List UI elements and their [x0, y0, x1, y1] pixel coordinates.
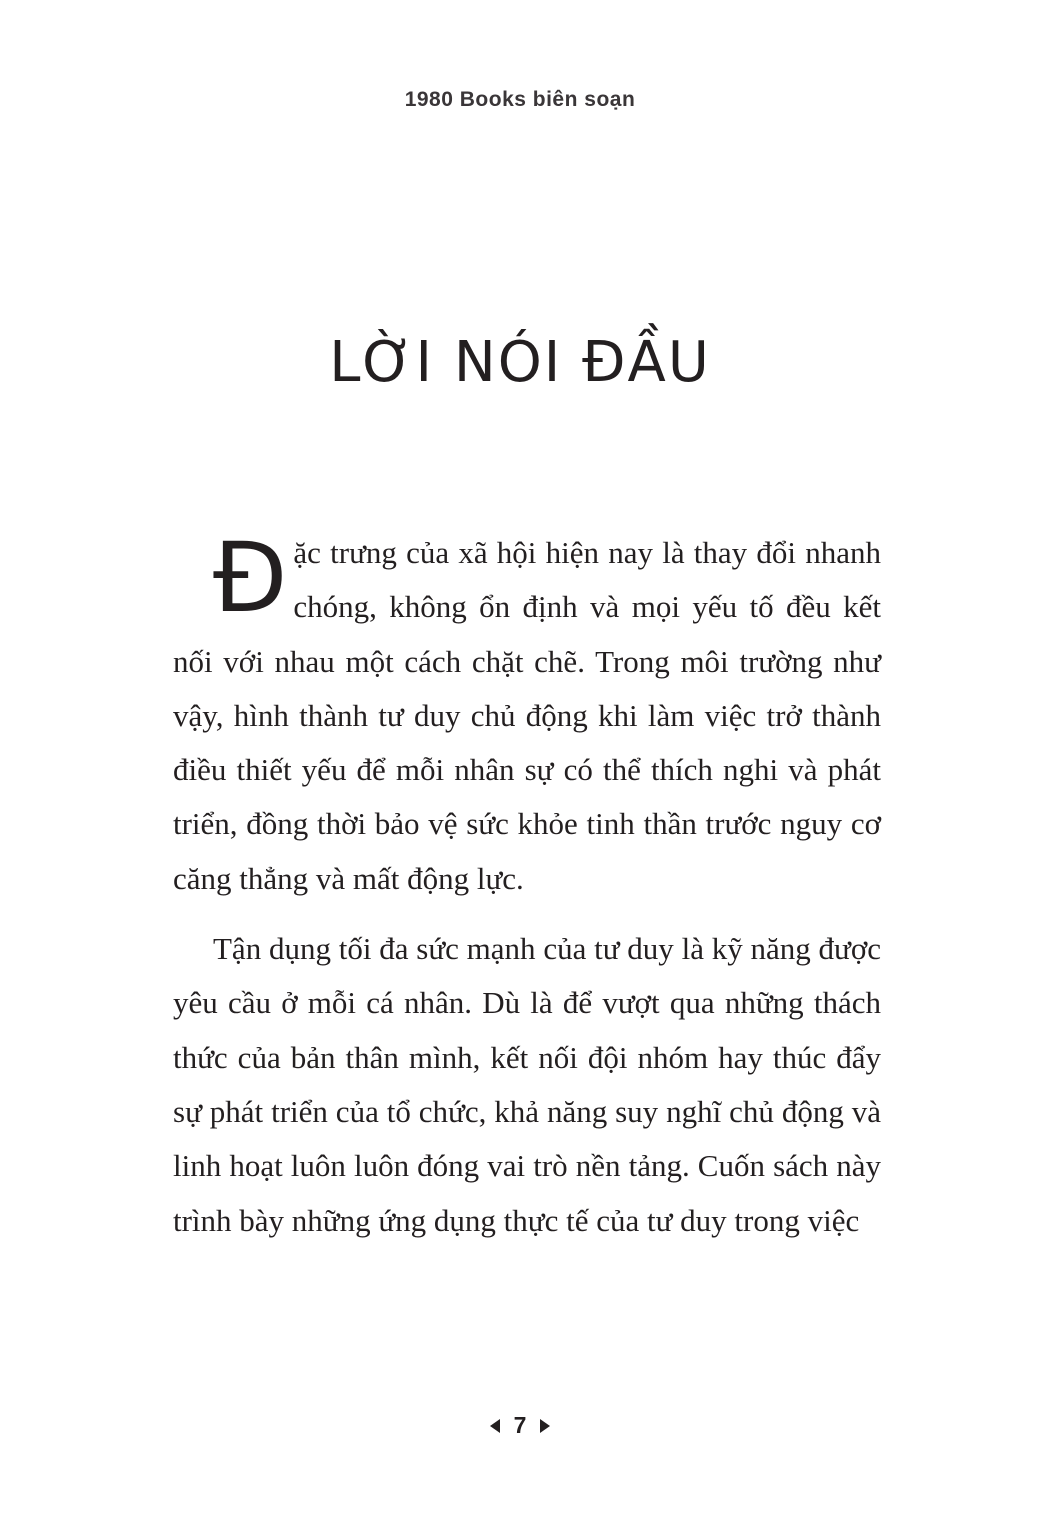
running-head: 1980 Books biên soạn — [404, 88, 636, 111]
body-text — [173, 522, 881, 1248]
paragraph-1 — [173, 522, 881, 906]
paragraph-1-text: ặc trưng của xã hội hiện nay là thay đổi nhanh chóng, không ổn định và mọi yếu tố đều kết nối với nhau một cách chặt chẽ. Trong môi trường như vậy, hình thành tư duy chủ động khi làm việc trở thành điều thiết yếu để mỗi nhân sự có thể thích nghi và phát triển, đồng thời bảo vệ sức khỏe tinh thần trước nguy cơ căng thẳng và mất động lực. — [173, 535, 881, 896]
page-number: 7 — [513, 1412, 527, 1438]
chapter-title: LỜI NÓI ĐẦU — [329, 330, 711, 395]
drop-cap: Đ — [213, 522, 288, 634]
triangle-right-icon — [540, 1419, 550, 1433]
triangle-left-icon — [490, 1419, 500, 1433]
page-footer — [0, 1412, 1040, 1439]
paragraph-2: Tận dụng tối đa sức mạnh của tư duy là kỹ năng được yêu cầu ở mỗi cá nhân. Dù là để vượt qua những thách thức của bản thân mình, kết nối đội nhóm hay thúc đẩy sự phát triển của tổ chức, khả năng suy nghĩ chủ động và linh hoạt luôn luôn đóng vai trò nền tảng. Cuốn sách này trình bày những ứng dụng thực tế của tư duy trong việc — [173, 931, 881, 1238]
